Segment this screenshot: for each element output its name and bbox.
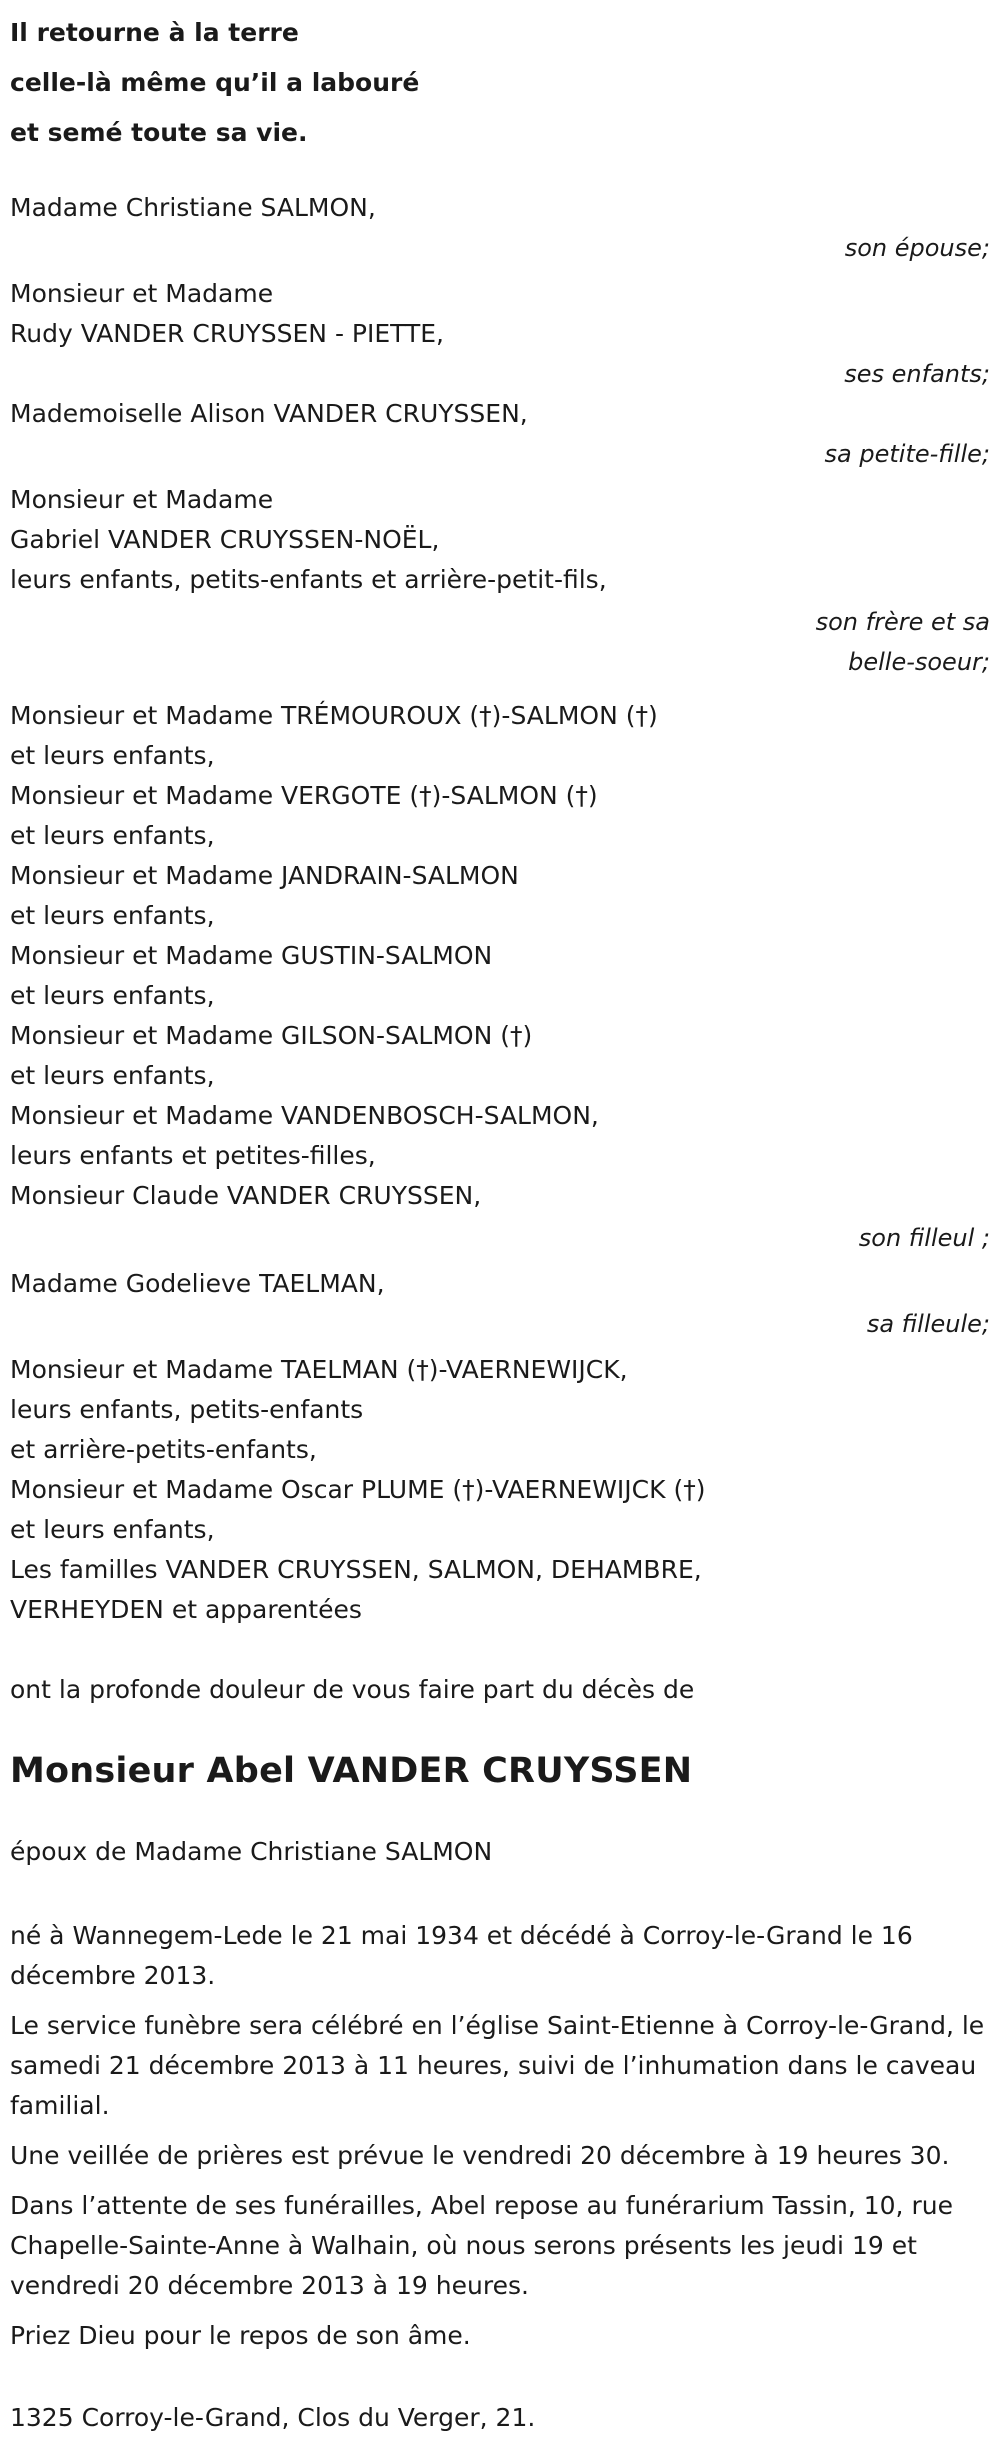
inlaw-line: et leurs enfants, xyxy=(10,901,215,930)
vigil-paragraph: Une veillée de prières est prévue le vendredi 20 décembre à 19 heures 30. xyxy=(10,2141,950,2170)
intro-line: celle-là même qu’il a labouré xyxy=(10,68,420,97)
spouse-relation: son épouse; xyxy=(844,234,990,262)
brother-line: Monsieur et Madame xyxy=(10,485,274,514)
inlaw-line: Monsieur et Madame JANDRAIN-SALMON xyxy=(10,861,519,890)
funeral-home-paragraph: Dans l’attente de ses funérailles, Abel repose au funérarium Tassin, 10, rue Chapelle-Sainte-Anne à Walhain, où nous serons présents les jeudi 19 et vendredi 20 décembre 2013 à 19 heures. xyxy=(10,2191,953,2300)
brother-line: Gabriel VANDER CRUYSSEN-NOËL, xyxy=(10,525,440,554)
spouse-name: Madame Christiane SALMON, xyxy=(10,193,376,222)
other-family-line: et arrière-petits-enfants, xyxy=(10,1435,317,1464)
funeral-service-paragraph: Le service funèbre sera célébré en l’église Saint-Etienne à Corroy-le-Grand, le samedi 21 décembre 2013 à 11 heures, suivi de l’inhumation dans le caveau familial. xyxy=(10,2011,985,2120)
family-address: 1325 Corroy-le-Grand, Clos du Verger, 21. xyxy=(10,2403,536,2432)
other-family-line: et leurs enfants, xyxy=(10,1515,215,1544)
inlaw-line: Monsieur Claude VANDER CRUYSSEN, xyxy=(10,1181,482,1210)
prayer-paragraph: Priez Dieu pour le repos de son âme. xyxy=(10,2321,471,2350)
inlaw-line: leurs enfants et petites-filles, xyxy=(10,1141,376,1170)
inlaw-line: et leurs enfants, xyxy=(10,821,215,850)
deceased-name: Monsieur Abel VANDER CRUYSSEN xyxy=(10,1751,693,1791)
goddaughter-name: Madame Godelieve TAELMAN, xyxy=(10,1269,385,1298)
children-line: Rudy VANDER CRUYSSEN - PIETTE, xyxy=(10,319,445,348)
inlaw-line: et leurs enfants, xyxy=(10,981,215,1010)
other-family-line: Les familles VANDER CRUYSSEN, SALMON, DEHAMBRE, xyxy=(10,1555,702,1584)
inlaw-line: Monsieur et Madame VANDENBOSCH-SALMON, xyxy=(10,1101,599,1130)
inlaw-line: Monsieur et Madame TRÉMOUROUX (†)-SALMON (†) xyxy=(10,701,658,730)
inlaw-line: Monsieur et Madame GUSTIN-SALMON xyxy=(10,941,493,970)
family-list xyxy=(10,188,990,1630)
intro-verse xyxy=(10,0,990,158)
children-line: Monsieur et Madame xyxy=(10,279,274,308)
spouse-of-text: époux de Madame Christiane SALMON xyxy=(10,1837,493,1866)
inlaw-line: et leurs enfants, xyxy=(10,741,215,770)
other-family-line: leurs enfants, petits-enfants xyxy=(10,1395,364,1424)
inlaw-line: Monsieur et Madame GILSON-SALMON (†) xyxy=(10,1021,533,1050)
birth-death-paragraph: né à Wannegem-Lede le 21 mai 1934 et décédé à Corroy-le-Grand le 16 décembre 2013. xyxy=(10,1921,913,1990)
godson-relation: son filleul ; xyxy=(858,1224,990,1252)
other-family-line: Monsieur et Madame TAELMAN (†)-VAERNEWIJCK, xyxy=(10,1355,628,1384)
brother-line: leurs enfants, petits-enfants et arrière-petit-fils, xyxy=(10,565,607,594)
brother-relation: belle-soeur; xyxy=(848,648,990,676)
grandchild-name: Mademoiselle Alison VANDER CRUYSSEN, xyxy=(10,399,528,428)
goddaughter-relation: sa filleule; xyxy=(866,1310,990,1338)
children-relation: ses enfants; xyxy=(844,360,990,388)
intro-line: Il retourne à la terre xyxy=(10,18,299,47)
announcement-text: ont la profonde douleur de vous faire part du décès de xyxy=(10,1675,695,1704)
brother-relation: son frère et sa xyxy=(815,608,990,636)
intro-line: et semé toute sa vie. xyxy=(10,118,308,147)
inlaw-line: et leurs enfants, xyxy=(10,1061,215,1090)
inlaw-line: Monsieur et Madame VERGOTE (†)-SALMON (†) xyxy=(10,781,598,810)
other-family-line: Monsieur et Madame Oscar PLUME (†)-VAERNEWIJCK (†) xyxy=(10,1475,706,1504)
other-family-line: VERHEYDEN et apparentées xyxy=(10,1595,362,1624)
grandchild-relation: sa petite-fille; xyxy=(824,440,990,468)
